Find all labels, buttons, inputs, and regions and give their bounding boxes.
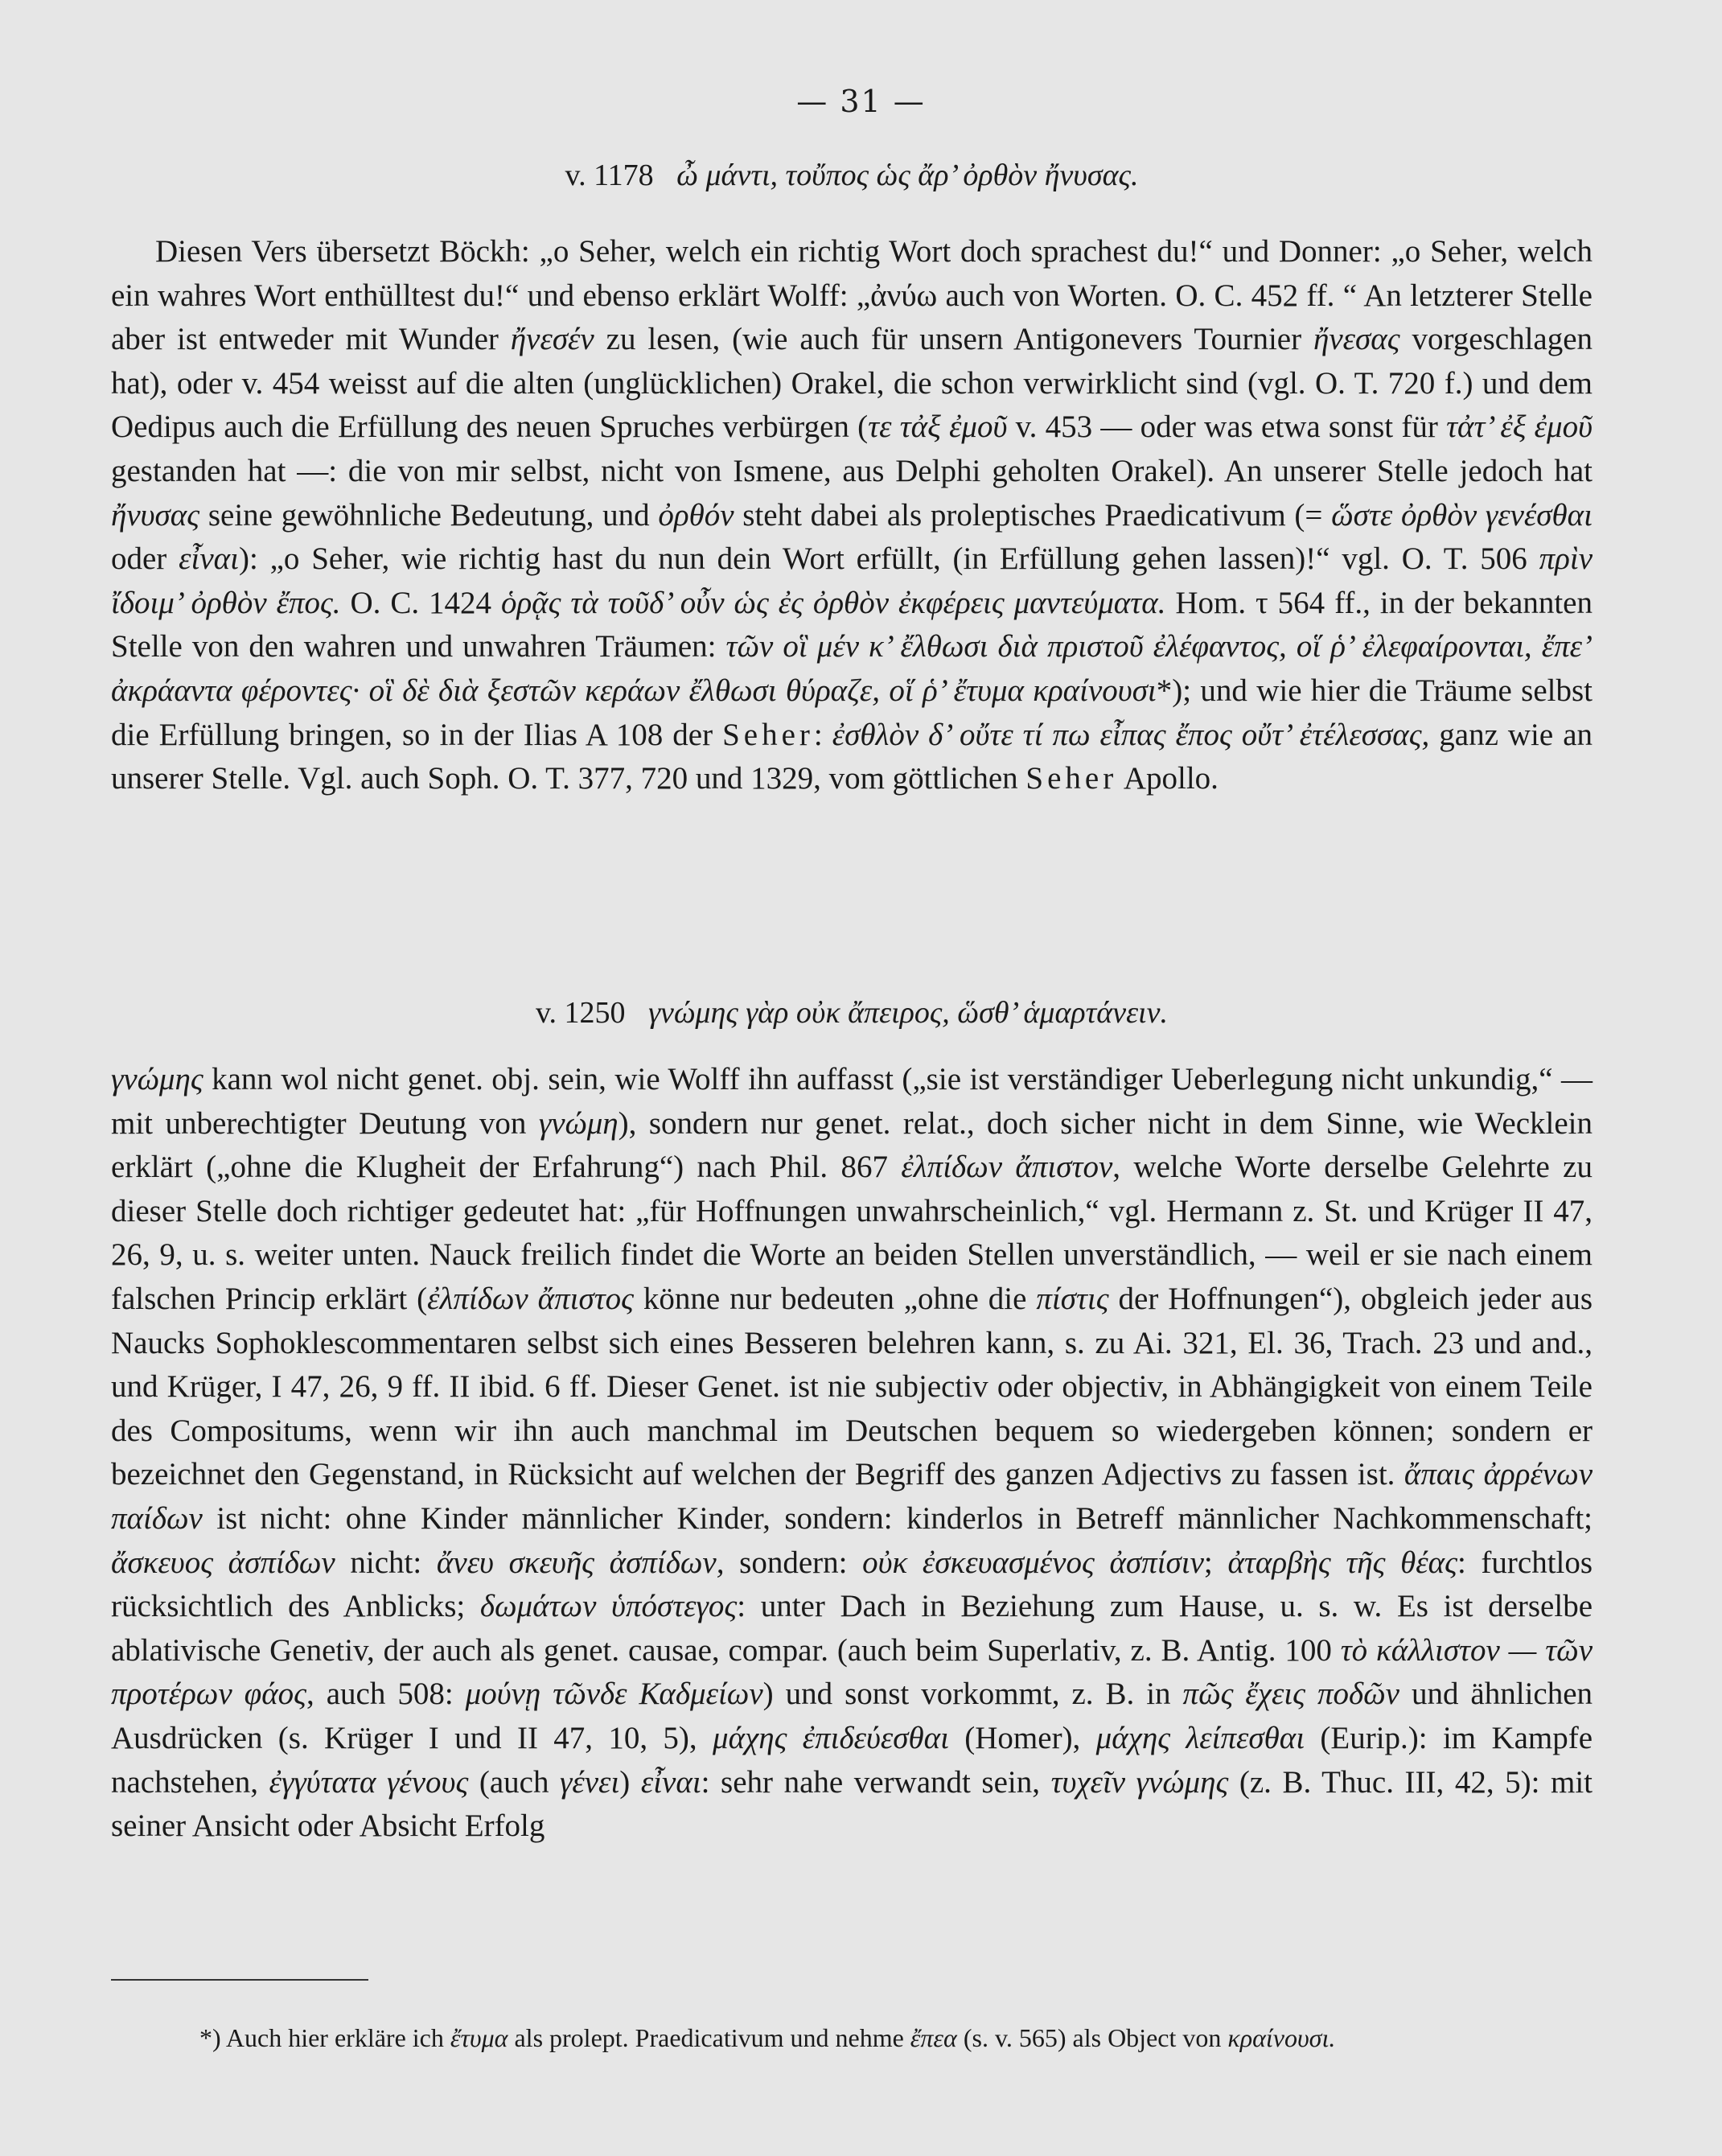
text-run: könne nur bedeuten „ohne die <box>643 1281 1027 1316</box>
greek-run: πίστις <box>1036 1281 1109 1316</box>
greek-run: ἐλπίδων ἄπιστον <box>901 1150 1113 1185</box>
footnote <box>111 2019 1593 2056</box>
text-run: , welche Worte derselbe Gelehrte zu dieser Stelle doch richtiger gedeutet hat: „für Hoffnungen unwahrscheinlich,“ vgl. Hermann z. St. und Krüger II 47, 26, 9, u. s. weiter unten. Nauck freilich findet die Worte an beiden Stellen unverständlich, — weil er sie nach einem falschen Princip erklärt ( <box>111 1150 1593 1316</box>
text-run: ): „o Seher, wie richtig hast du nun dein Wort erfüllt, (in Erfüllung gehen lassen)!“ vgl. O. T. 506 <box>238 541 1527 577</box>
text-run: (s. v. 565) als Object von <box>963 2023 1222 2052</box>
greek-run: οὐκ ἐσκευασμένος ἀσπίσιν <box>862 1545 1204 1580</box>
greek-run: ἐγγύτατα γένους <box>269 1764 469 1800</box>
text-run: sondern: <box>739 1545 848 1580</box>
greek-run: τε τἀξ ἐμοῦ <box>868 409 1008 445</box>
text-run: : furchtlos rücksichtlich des Anblicks; <box>111 1545 1593 1624</box>
spaced-text: Seher <box>1025 761 1118 796</box>
text-run: vorgeschlagen hat), oder v. 454 weisst auf die alten (unglücklichen) Orakel, die schon verwirklicht sind (vgl. O. T. 720 f.) und dem Oedipus auch die Erfüllung des neuen Spruches verbürgen ( <box>111 322 1593 445</box>
greek-run: ἀταρβὴς τῆς θέας <box>1227 1545 1457 1580</box>
greek-run: μάχης λείπεσθαι <box>1095 1720 1305 1755</box>
greek-run: τῶν οἳ μέν κ’ ἔλθωσι διὰ πριστοῦ ἐλέφαντος, οἵ ῥ’ ἐλεφαίρονται, ἔπε’ ἀκράαντα φέροντες· οἳ δὲ διὰ ξεστῶν κεράων ἔλθωσι θύραζε, οἵ ῥ’ ἔτυμα κραίνουσι <box>111 629 1593 708</box>
greek-run: γνώμη <box>538 1105 619 1141</box>
greek-run: γένει <box>560 1764 620 1800</box>
greek-run: ἄσκευος ἀσπίδων <box>111 1545 335 1580</box>
greek-run: μάχης ἐπιδεύεσθαι <box>713 1720 949 1755</box>
text-run: und ähnlichen Ausdrücken (s. Krüger I und II 47, 10, 5), <box>111 1677 1593 1755</box>
greek-run: δωμάτων ὑπόστεγος <box>479 1589 738 1624</box>
text-run: (Eurip.): im Kampfe nachstehen, <box>111 1720 1593 1800</box>
text-run: gestanden hat —: die von mir selbst, nicht von Ismene, aus Delphi geholten Orakel). An unserer Stelle jedoch hat <box>111 453 1593 488</box>
text-run: seine gewöhnliche Bedeutung, und <box>208 497 650 533</box>
text-run: : unter Dach in Beziehung zum Hause, u. s. w. Es ist derselbe ablativische Genetiv, der auch als genet. causae, compar. (auch beim Superlativ, z. B. Antig. 100 <box>111 1589 1593 1668</box>
greek-run: εἶναι <box>179 541 239 577</box>
text-run: Hom. τ 564 ff., in der bekannten Stelle von den wahren und unwahren Träumen: <box>111 585 1593 664</box>
text-run: der Hoffnungen“), obgleich jeder aus Naucks Sophoklescommentaren selbst sich eines Besseren belehren kann, s. zu Ai. 321, El. 36, Trach. 23 und and., und Krüger, I 47, 26, 9 ff. II ibid. 6 ff. Dieser Genet. ist nie subjectiv oder objectiv, in Abhängigkeit von einem Teile des Compositums, wenn wir ihn auch manchmal im Deutschen bequem so wiedergeben können; sondern er bezeichnet den Gegenstand, in Rücksicht auf welchen der Begriff des ganzen Adjectivs zu fassen ist. <box>111 1281 1593 1492</box>
greek-verse: ὦ μάντι, τοὔπος ὡς ἄρ’ ὀρθὸν ἤνυσας. <box>676 158 1139 192</box>
page-number: — 31 — <box>796 84 926 119</box>
text-run: ganz wie an unserer Stelle. Vgl. auch Soph. O. T. 377, 720 und 1329, vom göttlichen <box>111 717 1593 796</box>
footnote-divider <box>111 1979 368 1981</box>
greek-verse: γνώμης γὰρ οὐκ ἄπειρος, ὥσθ’ ἁμαρτάνειν. <box>648 996 1168 1030</box>
verse-number: v. 1250 <box>536 996 626 1030</box>
text-run: (auch <box>479 1764 549 1800</box>
greek-run: ἐλπίδων ἄπιστος <box>427 1281 634 1316</box>
commentary-v1178 <box>111 230 1593 801</box>
text-run: Diesen Vers übersetzt Böckh: „o Seher, welch ein richtig Wort doch sprachest du!“ und Donner: „o Seher, welch ein wahres Wort enthülltest du!“ und ebenso erklärt Wolff: „ἀνύω auch von Worten. O. C. 452 ff. <box>111 234 1593 313</box>
greek-run: γνώμης <box>111 1062 203 1097</box>
greek-run: μούνῃ τῶνδε Καδμείων <box>465 1677 763 1712</box>
greek-run: ἔπεα <box>910 2023 957 2052</box>
commentary-v1250 <box>111 1058 1593 1849</box>
text-run: als prolept. Praedicativum und nehme <box>514 2023 904 2052</box>
greek-run: ὁρᾷς τὰ τοῦδ’ οὖν ὡς ἐς ὀρθὸν ἐκφέρεις μαντεύματα. <box>500 585 1166 620</box>
greek-run: ἐσθλὸν δ’ οὔτε τί πω εἶπας ἔπος οὔτ’ ἐτέλεσσας, <box>832 717 1430 752</box>
greek-run: ἄνευ σκευῆς ἀσπίδων, <box>436 1545 725 1580</box>
greek-run: πρὶν ἴδοιμ’ ὀρθὸν ἔπος. <box>111 541 1593 620</box>
text-run: “ An letzterer Stelle aber ist entweder mit Wunder <box>111 278 1593 357</box>
text-run: steht dabei als proleptisches Praedicativum (= <box>742 497 1323 533</box>
greek-run: εἶναι <box>640 1764 701 1800</box>
greek-run: τυχεῖν γνώμης <box>1050 1764 1229 1800</box>
text-run: ) und sonst vorkommt, z. B. in <box>762 1677 1171 1712</box>
greek-run: ὀρθόν <box>658 497 734 533</box>
text-run: (z. B. Thuc. III, 42, 5): mit seiner Ansicht oder Absicht Erfolg <box>111 1764 1593 1844</box>
greek-run: κραίνουσι. <box>1227 2023 1336 2052</box>
greek-run: ἤνυσας <box>111 497 200 533</box>
text-run: ), sondern nur genet. relat., doch sicher nicht in dem Sinne, wie Wecklein erklärt („ohne die Klugheit der Erfahrung“) nach Phil. 867 <box>111 1105 1593 1185</box>
text-run: , auch 508: <box>306 1677 454 1712</box>
text-run: zu lesen, (wie auch für unsern Antigonevers Tournier <box>606 322 1302 357</box>
lemma-v1178 <box>111 158 1593 193</box>
greek-run: ἤνεσέν <box>510 322 594 357</box>
text-run: oder <box>111 541 167 577</box>
greek-run: τἀτ’ ἐξ ἐμοῦ <box>1446 409 1593 445</box>
text-run: Apollo. <box>1123 761 1219 796</box>
greek-run: ὥστε ὀρθὸν γενέσθαι <box>1331 497 1593 533</box>
text-run: nicht: <box>350 1545 422 1580</box>
lemma-v1250 <box>111 995 1593 1031</box>
text-run: (Homer), <box>964 1720 1081 1755</box>
greek-run: ἤνεσας <box>1313 322 1400 357</box>
text-run: kann wol nicht genet. obj. sein, wie Wolff ihn auffasst („sie ist verständiger Ueberlegung nicht unkundig,“ — mit unberechtigter Deutung von <box>111 1062 1593 1141</box>
spaced-text: Seher <box>722 717 814 752</box>
text-run: v. 453 — oder was etwa sonst für <box>1015 409 1438 445</box>
greek-run: ἄπαις ἀρρένων παίδων <box>111 1457 1593 1536</box>
text-run: *) Auch hier erkläre ich <box>199 2023 444 2052</box>
greek-run: τὸ κάλλιστον — τῶν προτέρων φάος <box>111 1632 1593 1712</box>
text-run: : <box>813 717 823 752</box>
text-run: ; <box>1203 1545 1213 1580</box>
text-run: ) <box>619 1764 631 1800</box>
greek-run: πῶς ἔχεις ποδῶν <box>1182 1677 1399 1712</box>
text-run: *); und wie hier die Träume selbst die Erfüllung bringen, so in der Ilias A 108 der <box>111 673 1593 752</box>
text-run: O. C. 1424 <box>350 585 492 620</box>
text-run: : sehr nahe verwandt sein, <box>701 1764 1041 1800</box>
greek-run: ἔτυμα <box>450 2023 508 2052</box>
verse-number: v. 1178 <box>565 158 654 192</box>
text-run: ist nicht: ohne Kinder männlicher Kinder, sondern: kinderlos in Betreff männlicher Nachkommenschaft; <box>216 1500 1593 1536</box>
